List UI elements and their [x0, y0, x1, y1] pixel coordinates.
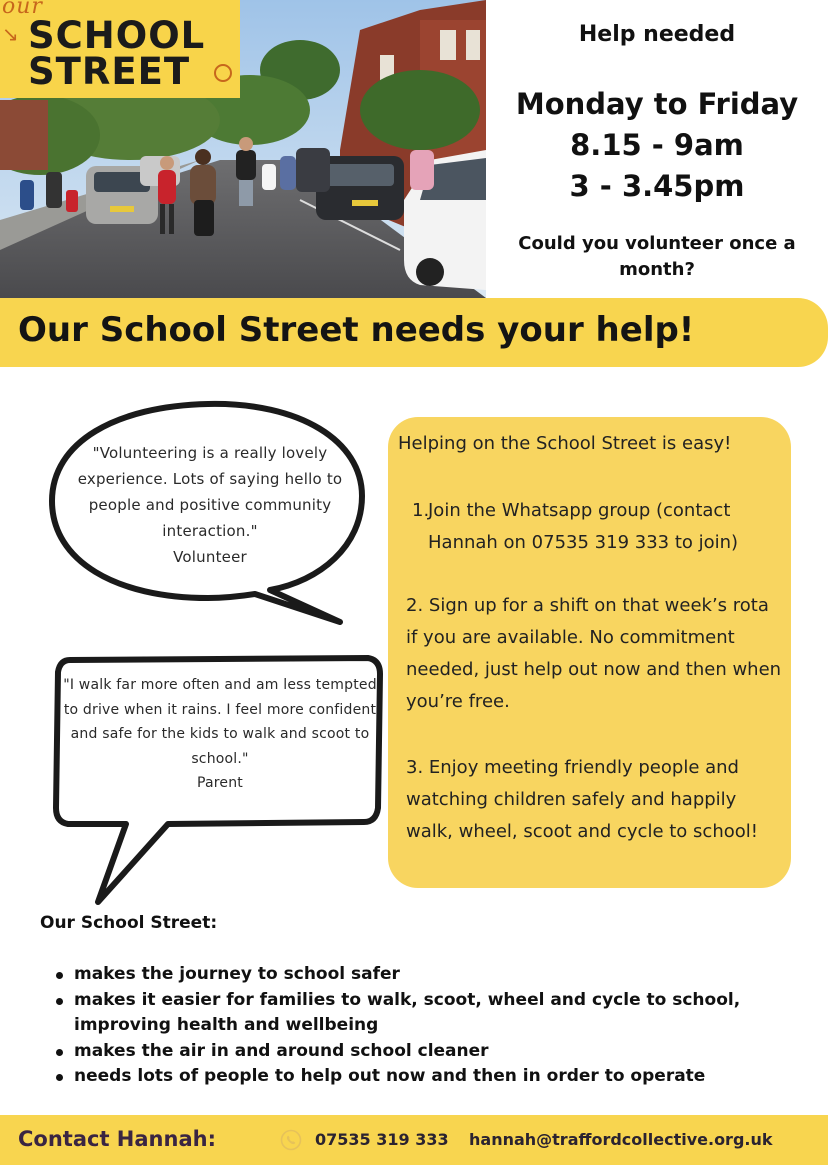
contact-label: Contact Hannah: — [18, 1127, 216, 1151]
arrow-icon: ↘ — [2, 22, 19, 46]
step-1-number: 1. — [412, 500, 430, 521]
whatsapp-icon — [280, 1129, 302, 1151]
help-info-panel — [486, 0, 828, 298]
contact-email[interactable]: hannah@traffordcollective.org.uk — [469, 1130, 773, 1149]
benefit-item: makes it easier for families to walk, scoot, wheel and cycle to school, improving health and wellbeing — [50, 988, 810, 1039]
schedule-afternoon: 3 - 3.45pm — [569, 169, 745, 203]
parent-quote — [62, 673, 378, 796]
step-1-text: Join the Whatsapp group (contact Hannah on 07535 319 333 to join) — [428, 500, 739, 553]
schedule — [486, 84, 828, 207]
logo-street-text: STREET — [28, 50, 191, 93]
banner-title: Our School Street needs your help! — [18, 310, 695, 350]
contact-phone[interactable]: 07535 319 333 — [315, 1130, 449, 1149]
help-needed-heading: Help needed — [578, 22, 736, 47]
logo-our-text: our — [2, 0, 43, 19]
contact-footer — [0, 1115, 828, 1165]
school-street-logo — [0, 0, 240, 98]
parent-quote-text: "I walk far more often and am less tempted to drive when it rains. I feel more confident and safe for the kids to walk and scoot to school." — [63, 677, 377, 767]
apple-icon — [214, 64, 232, 82]
steps-intro: Helping on the School Street is easy! — [398, 433, 732, 454]
benefit-item: needs lots of people to help out now and then in order to operate — [50, 1064, 810, 1090]
schedule-days: Monday to Friday — [515, 87, 799, 121]
benefit-item: makes the air in and around school cleaner — [50, 1039, 810, 1065]
schedule-morning: 8.15 - 9am — [570, 128, 744, 162]
parent-quote-author: Parent — [196, 775, 244, 791]
volunteer-question: Could you volunteer once a month? — [518, 233, 796, 280]
step-2: 2. Sign up for a shift on that week’s rota if you are available. No commitment needed, just help out now and then when you’re free. — [406, 595, 782, 712]
volunteer-quote-text: "Volunteering is a really lovely experience. Lots of saying hello to people and positive community interaction." — [77, 444, 343, 540]
benefit-item: makes the journey to school safer — [50, 962, 810, 988]
how-to-help-box — [388, 417, 791, 888]
headline-banner — [0, 298, 828, 367]
volunteer-quote-author: Volunteer — [173, 548, 247, 566]
benefits-list — [50, 962, 810, 1090]
benefits-heading: Our School Street: — [40, 913, 218, 933]
step-1 — [412, 495, 784, 559]
step-3: 3. Enjoy meeting friendly people and watching children safely and happily walk, wheel, scoot and cycle to school! — [406, 757, 758, 842]
logo-school-text: SCHOOL — [28, 14, 206, 57]
volunteer-quote — [70, 440, 350, 570]
